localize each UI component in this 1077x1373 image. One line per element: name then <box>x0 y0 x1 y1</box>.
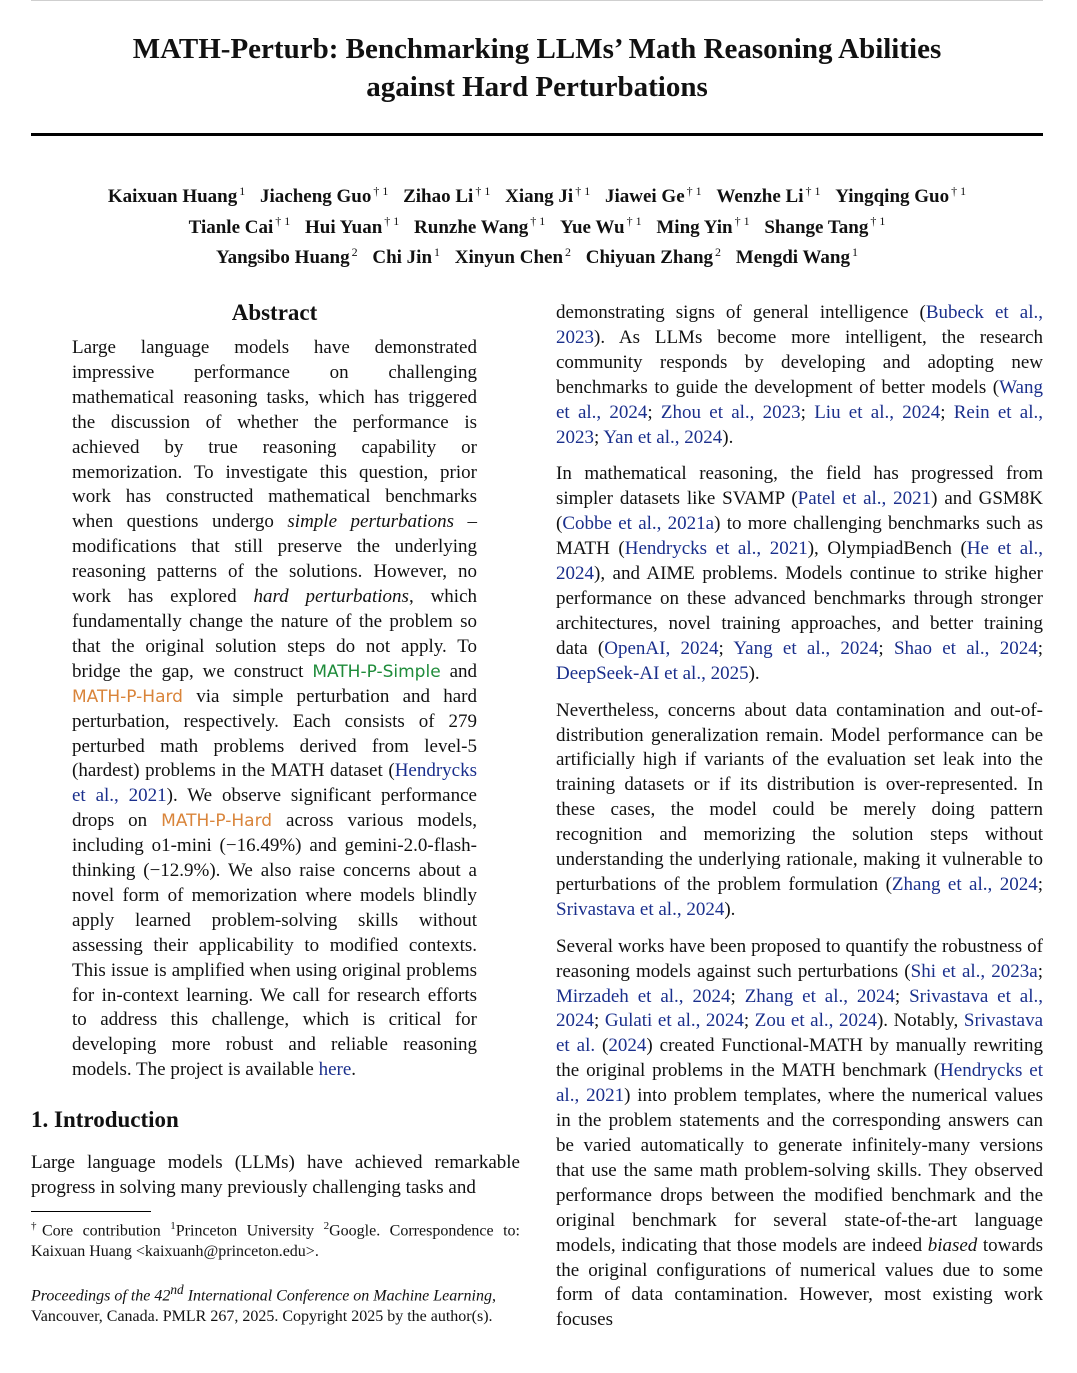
citation-link[interactable]: Bubeck et al., 2023 <box>556 302 1043 348</box>
body-text: ), OlympiadBench ( <box>807 538 967 560</box>
body-text: ). As LLMs become more intelligent, the research community responds by developing and adopting new benchmarks to guide the development of better models ( <box>556 326 1043 398</box>
author-name: Tianle Cai <box>188 216 274 238</box>
body-text: ; <box>878 637 894 659</box>
author-affiliation: † 1 <box>870 214 886 229</box>
citation-link[interactable]: Wang et al., 2024 <box>556 376 1043 423</box>
citation-link[interactable]: Srivastava et al. <box>556 1010 1044 1057</box>
citation-link[interactable]: Zhang et al., 2024 <box>891 873 1038 895</box>
author-list <box>31 179 1043 270</box>
author-name: Hui Yuan <box>305 216 383 238</box>
top-rule <box>31 0 1043 1</box>
body-paragraph <box>556 699 1043 923</box>
body-text: ). <box>722 426 734 448</box>
author <box>764 214 886 238</box>
body-text: ; <box>730 985 745 1007</box>
right-column <box>556 301 1043 1345</box>
author-affiliation: † 1 <box>475 184 491 198</box>
citation-link[interactable]: Liu et al., 2024 <box>814 401 941 423</box>
author <box>414 214 546 238</box>
author-name: Runzhe Wang <box>414 216 529 238</box>
title-rule <box>31 133 1043 136</box>
author <box>560 214 642 238</box>
footnote-rule <box>31 1211 151 1212</box>
author-name: Mengdi Wang <box>735 246 850 268</box>
footnote <box>31 1216 520 1262</box>
citation-link[interactable]: Yang et al., 2024 <box>733 637 879 659</box>
author-affiliation: † 1 <box>951 184 967 198</box>
author-name: Yingqing Guo <box>835 186 950 208</box>
body-text: ). Notably, <box>876 1010 964 1032</box>
footnote-text: Core contribution <box>41 1222 171 1240</box>
citation-link[interactable]: Zhou et al., 2023 <box>660 401 801 423</box>
proceedings-text: Proceedings of the <box>31 1287 155 1305</box>
author-affiliation: 1 <box>434 244 441 259</box>
author <box>585 244 722 268</box>
abstract-text-part: via simple perturbation and hard perturbation, respectively. Each consists of 279 perturbed math problems derived from level-5 (hardest) problems in the MATH dataset ( <box>72 685 477 782</box>
abstract-text-part: and <box>440 660 478 682</box>
author-name: Yangsibo Huang <box>216 246 350 268</box>
author-name: Chiyuan Zhang <box>585 246 714 268</box>
body-text: ; <box>594 1010 605 1032</box>
proceedings-sup <box>170 1282 183 1297</box>
benchmark-name-hard: MATH-P-Hard <box>72 686 183 707</box>
citation-link[interactable]: Srivastava et al., 2024 <box>556 985 1044 1032</box>
author <box>735 244 858 268</box>
citation-link[interactable]: Rein et al., 2023 <box>556 401 1043 448</box>
author-affiliation: † 1 <box>275 214 291 229</box>
author-affiliation: † 1 <box>575 184 591 198</box>
author-name: Jiacheng Guo <box>259 186 372 208</box>
abstract-emphasis: simple perturbations <box>287 511 454 533</box>
citation-link[interactable]: Hendrycks et al., 2021 <box>72 760 477 807</box>
author <box>835 186 966 207</box>
footnote-aff-mark: 1 <box>170 1220 176 1232</box>
citation-link[interactable]: 2024 <box>608 1035 647 1057</box>
author-affiliation: † 1 <box>805 184 821 198</box>
author-name: Chi Jin <box>372 246 433 268</box>
citation-link[interactable]: Zhang et al., 2024 <box>744 985 895 1007</box>
abstract-text-part: . <box>351 1059 357 1081</box>
citation-link[interactable]: Shi et al., 2023a <box>910 960 1038 982</box>
body-text: ). <box>748 662 760 684</box>
citation-link[interactable]: OpenAI, 2024 <box>604 637 719 659</box>
citation-link[interactable]: Mirzadeh et al., 2024 <box>556 985 731 1007</box>
body-text: ; <box>1037 960 1043 982</box>
body-text: ). <box>724 898 736 920</box>
body-text: ) into problem templates, where the numerical values in the problem statements and the corresponding answers can be varied automatically to generate infinitely-many versions that use the same math problem-solving skills. They observed performance drops between the modified benchmark and the original benchmark for several state-of-the-art language models, indicating that those models are indeed <box>556 1085 1043 1256</box>
abstract-text-part: – modifications that still preserve the underlying reasoning patterns of the solutions. However, no work has explored <box>72 511 477 608</box>
body-text: ), and AIME problems. Models continue to strike higher performance on these advanced benchmarks through stronger architectures, novel training approaches, and better training data ( <box>556 563 1043 659</box>
introduction-text: Large language models (LLMs) have achieved remarkable progress in solving many previously challenging tasks and <box>31 1152 520 1198</box>
citation-link[interactable]: He et al., 2024 <box>556 538 1044 585</box>
author-name: Xinyun Chen <box>454 246 564 268</box>
author-affiliation: 1 <box>239 184 246 198</box>
abstract-text <box>72 336 477 1083</box>
body-text: ; <box>718 637 734 659</box>
author <box>372 244 441 268</box>
author-affiliation: 1 <box>852 244 858 259</box>
author-name: Wenzhe Li <box>716 186 804 208</box>
author <box>403 186 490 207</box>
body-text: ; <box>894 985 910 1007</box>
body-paragraph <box>556 935 1043 1334</box>
author-name: Zihao Li <box>403 186 474 208</box>
author <box>305 214 400 238</box>
body-text: ; <box>1037 873 1044 895</box>
body-text: ; <box>743 1010 755 1032</box>
body-paragraph <box>556 462 1043 686</box>
citation-link[interactable]: Hendrycks et al., 2021 <box>556 1060 1043 1107</box>
author-line-2 <box>31 209 1043 239</box>
author <box>605 186 702 207</box>
proceedings-number: 42 <box>154 1287 171 1305</box>
author <box>656 214 750 238</box>
author-affiliation: † 1 <box>384 214 400 229</box>
paper-title-line2: against Hard Perturbations <box>366 71 708 103</box>
body-text: ; <box>647 401 661 423</box>
abstract-text-part: across various models, including o1-mini (−16.49%) and gemini-2.0-flash-thinking (−12.9%). We also raise concerns about a novel form of memorization where models blindly apply learned problem-solving skills without assessing their applicability to modified contexts. This issue is amplified when using original problems for in-context learning. We call for research efforts to address this challenge, which is critical for developing more robust and reliable reasoning models. The project is available <box>72 810 477 1081</box>
abstract-emphasis: hard perturbations <box>253 586 409 608</box>
body-text: ; <box>594 426 604 448</box>
author-affiliation: † 1 <box>373 184 389 198</box>
body-text: ) created Functional-MATH by manually rewriting the original problems in the MATH benchmark ( <box>556 1035 1043 1082</box>
proceedings-text: , Vancouver, Canada. PMLR 267, 2025. Copyright 2025 by the author(s). <box>31 1287 496 1326</box>
citation-link[interactable]: Hendrycks et al., 2021 <box>624 538 808 560</box>
body-text: ; <box>1037 637 1043 659</box>
abstract-section <box>72 298 477 1083</box>
paper-title <box>31 30 1043 106</box>
author-name: Shange Tang <box>764 216 869 238</box>
citation-link[interactable]: Patel et al., 2021 <box>797 488 932 510</box>
author-name: Yue Wu <box>560 216 625 238</box>
body-text: towards the original configurations of numerical values due to some form of data contamination. However, most existing work focuses <box>556 1234 1044 1331</box>
author <box>716 186 820 207</box>
body-text: ; <box>800 401 815 423</box>
benchmark-name-simple: MATH-P-Simple <box>312 661 441 682</box>
citation-link[interactable]: Yan et al., 2024 <box>603 426 723 448</box>
abstract-text-part: Large language models have demonstrated impressive performance on challenging mathematical reasoning tasks, which has triggered the discussion of whether the performance is achieved by true reasoning capability or memorization. To investigate this question, prior work has constructed mathematical benchmarks when questions undergo <box>72 337 477 533</box>
project-link[interactable]: here <box>318 1059 352 1081</box>
author-name: Xiang Ji <box>505 186 574 208</box>
footnote-dagger: † <box>31 1220 42 1232</box>
benchmark-name-hard: MATH-P-Hard <box>161 811 273 832</box>
body-text: In mathematical reasoning, the field has progressed from simpler datasets like SVAMP ( <box>556 463 1043 510</box>
author-affiliation: 2 <box>715 244 722 259</box>
introduction-heading: 1. Introduction <box>31 1107 179 1132</box>
author <box>454 244 572 268</box>
body-paragraph <box>556 301 1043 450</box>
citation-link[interactable]: Gulati et al., 2024 <box>604 1010 744 1032</box>
citation-link[interactable]: Srivastava et al., 2024 <box>556 898 725 920</box>
footnote-text: Princeton University <box>175 1222 324 1240</box>
author-line-3 <box>31 240 1043 270</box>
author <box>505 186 590 207</box>
footnote-text: Google. Correspondence to: Kaixuan Huang <kaixuanh@princeton.edu>. <box>31 1222 521 1261</box>
author <box>188 214 291 238</box>
body-text: demonstrating signs of general intelligence ( <box>556 302 926 323</box>
body-emphasis: biased <box>927 1234 978 1256</box>
author-affiliation: † 1 <box>686 184 702 198</box>
author-affiliation: 2 <box>351 244 358 259</box>
citation-link[interactable]: Cobbe et al., 2021a <box>562 513 715 535</box>
author-affiliation: † 1 <box>530 214 546 229</box>
proceedings-text: International Conference on Machine Learning <box>183 1287 492 1305</box>
introduction-section <box>31 1105 520 1201</box>
body-text: ) to more challenging benchmarks such as MATH ( <box>556 513 1044 560</box>
paper-title-line1: MATH-Perturb: Benchmarking LLMs’ Math Reasoning Abilities <box>132 33 942 65</box>
proceedings-note <box>31 1279 520 1327</box>
author-line-1 <box>31 179 1043 209</box>
author-affiliation: † 1 <box>626 214 642 229</box>
citation-link[interactable]: Shao et al., 2024 <box>893 637 1038 659</box>
body-text: ( <box>595 1035 609 1057</box>
citation-link[interactable]: DeepSeek-AI et al., 2025 <box>556 662 749 684</box>
body-text: ) and GSM8K ( <box>556 488 1043 535</box>
author <box>260 186 388 207</box>
body-text: Several works have been proposed to quantify the robustness of reasoning models against such perturbations ( <box>556 935 1043 982</box>
author-name: Jiawei Ge <box>604 186 685 208</box>
abstract-text-part: ). We observe significant performance drops on <box>72 785 477 832</box>
proceedings-ordinal: nd <box>170 1282 184 1297</box>
citation-link[interactable]: Zou et al., 2024 <box>754 1010 877 1032</box>
body-text: Nevertheless, concerns about data contamination and out-of-distribution generalization remain. Model performance can be artificially high if variants of the evaluation set leak into the training datasets or if its distribution is over-represented. In these cases, the model could be merely doing pattern recognition and memorizing the solution steps without understanding the underlying rationale, making it vulnerable to perturbations of the problem formulation ( <box>556 699 1043 895</box>
abstract-heading: Abstract <box>231 300 318 325</box>
author <box>216 244 358 268</box>
body-text: ; <box>940 401 954 423</box>
author <box>108 186 245 207</box>
footnote-aff-mark: 2 <box>323 1220 330 1232</box>
author-name: Ming Yin <box>656 216 733 238</box>
abstract-text-part: , which fundamentally change the nature of the problem so that the original solution steps do not apply. To bridge the gap, we construct <box>72 586 477 682</box>
author-name: Kaixuan Huang <box>107 186 238 208</box>
author-affiliation: 2 <box>565 244 572 259</box>
author-affiliation: † 1 <box>734 214 750 229</box>
